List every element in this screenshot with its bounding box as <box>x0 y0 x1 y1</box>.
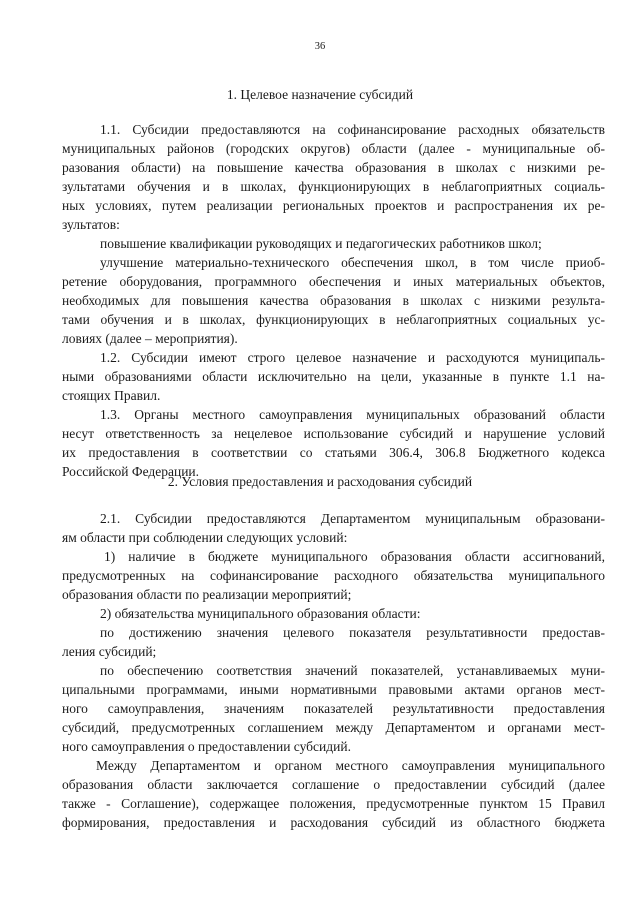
paragraph-line: повышение квалификации руководящих и педагогических работников школ; <box>100 236 542 251</box>
paragraph-line: необходимых для повышения качества образования в школах с низкими результа- <box>62 293 605 308</box>
paragraph-line: ных условиях, путем реализации региональных проектов и распространения их ре- <box>62 198 605 213</box>
paragraph-line: зультатов: <box>62 217 120 232</box>
paragraph-line: ного самоуправления о предоставлении субсидий. <box>62 739 351 754</box>
paragraph-line: 2.1. Субсидии предоставляются Департаментом муниципальным образовани- <box>100 511 605 526</box>
paragraph-line: ловиях (далее – мероприятия). <box>62 331 238 346</box>
paragraph-line: образования области по реализации мероприятий; <box>62 587 352 602</box>
paragraph-line: Между Департаментом и органом местного самоуправления муниципального <box>96 758 605 773</box>
section-1-heading: 1. Целевое назначение субсидий <box>226 87 414 102</box>
paragraph-line: также - Соглашение), содержащее положения, предусмотренные пунктом 15 Правил <box>62 796 605 811</box>
paragraph-line: субсидий, предусмотренных соглашением между Департаментом и органами мест- <box>62 720 605 735</box>
paragraph-line: Российской Федерации. <box>62 464 200 479</box>
paragraph-line: тами обучения и в школах, функционирующих в неблагоприятных социальных ус- <box>62 312 605 327</box>
paragraph-line: ям области при соблюдении следующих условий: <box>62 530 348 545</box>
paragraph-line: 1.2. Субсидии имеют строго целевое назначение и расходуются муниципаль- <box>100 350 605 365</box>
section-2-heading: 2. Условия предоставления и расходования субсидий <box>167 474 473 489</box>
paragraph-line: 1) наличие в бюджете муниципального образования области ассигнований, <box>104 549 605 564</box>
paragraph-line: ного самоуправления, значениям показателей результативности предоставления <box>62 701 605 716</box>
paragraph-line: 1.3. Органы местного самоуправления муниципальных образований области <box>100 407 605 422</box>
paragraph-line: ретение оборудования, программного обеспечения и иных материальных объектов, <box>62 274 605 289</box>
page-number: 36 <box>314 41 326 52</box>
paragraph-line: ципальными программами, иными нормативными правовыми актами органов мест- <box>62 682 605 697</box>
paragraph-line: их предоставления в соответствии со статьями 306.4, 306.8 Бюджетного кодекса <box>62 445 605 460</box>
paragraph-line: 2) обязательства муниципального образования области: <box>100 606 421 621</box>
paragraph-line: муниципальных районов (городских округов) области (далее - муниципальные об- <box>62 141 605 156</box>
paragraph-line: образования области заключается соглашение о предоставлении субсидий (далее <box>62 777 605 792</box>
paragraph-line: формирования, предоставления и расходования субсидий из областного бюджета <box>62 815 605 830</box>
paragraph-line: несут ответственность за нецелевое использование субсидий и нарушение условий <box>62 426 605 441</box>
paragraph-line: зультатами обучения и в школах, функционирующих в неблагоприятных социаль- <box>62 179 605 194</box>
paragraph-line: 1.1. Субсидии предоставляются на софинансирование расходных обязательств <box>100 122 605 137</box>
paragraph-line: ления субсидий; <box>62 644 157 659</box>
paragraph-line: стоящих Правил. <box>62 388 161 403</box>
paragraph-line: улучшение материально-технического обеспечения школ, в том числе приоб- <box>100 255 605 270</box>
paragraph-line: предусмотренных на софинансирование расходного обязательства муниципального <box>62 568 605 583</box>
paragraph-line: по достижению значения целевого показателя результативности предостав- <box>100 625 605 640</box>
paragraph-line: по обеспечению соответствия значений показателей, устанавливаемых муни- <box>100 663 605 678</box>
paragraph-line: ными образованиями области исключительно на цели, указанные в пункте 1.1 на- <box>62 369 605 384</box>
paragraph-line: разования области) на повышение качества образования в школах с низкими ре- <box>62 160 605 175</box>
